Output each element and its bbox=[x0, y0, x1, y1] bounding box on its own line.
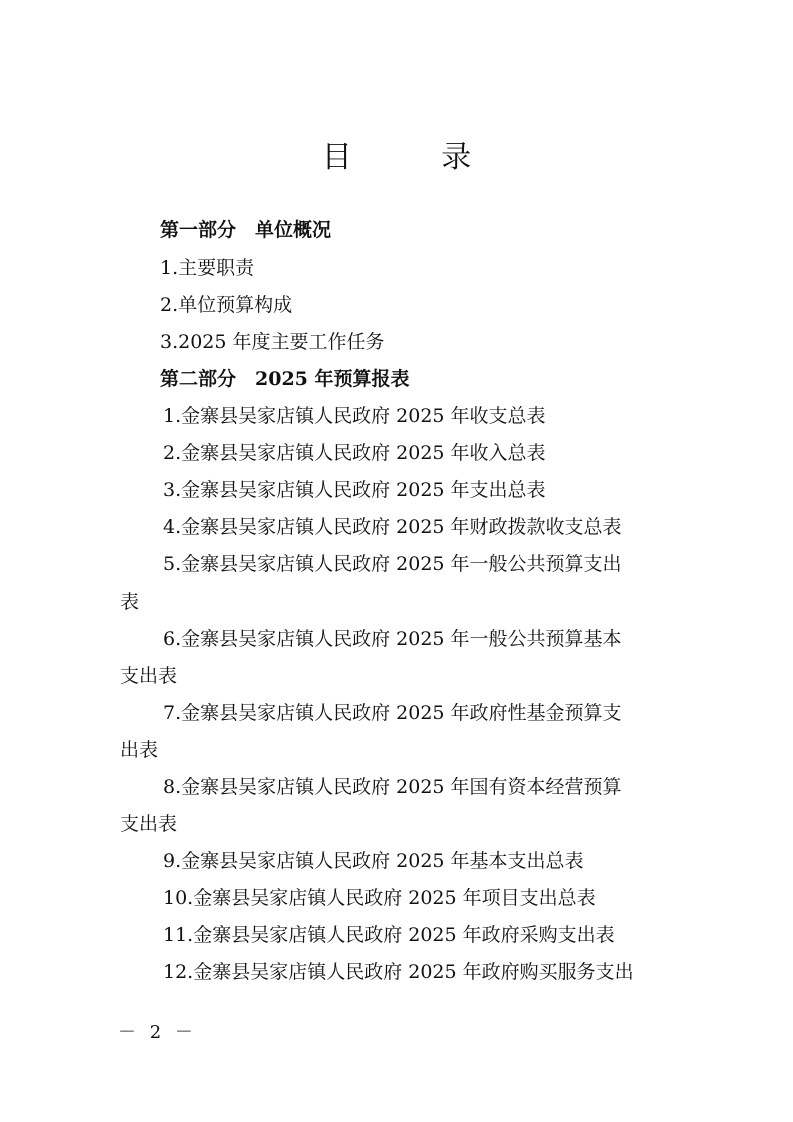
toc-item: 5.金寨县吴家店镇人民政府 2025 年一般公共预算支出 bbox=[163, 553, 622, 575]
toc-item: 3.金寨县吴家店镇人民政府 2025 年支出总表 bbox=[163, 479, 546, 501]
part2-heading: 第二部分 2025 年预算报表 bbox=[160, 368, 410, 390]
toc-item: 9.金寨县吴家店镇人民政府 2025 年基本支出总表 bbox=[163, 850, 584, 872]
toc-item: 2.金寨县吴家店镇人民政府 2025 年收入总表 bbox=[163, 442, 546, 464]
toc-item: 12.金寨县吴家店镇人民政府 2025 年政府购买服务支出 bbox=[163, 961, 634, 983]
toc-item: 7.金寨县吴家店镇人民政府 2025 年政府性基金预算支 bbox=[163, 702, 622, 724]
toc-item: 4.金寨县吴家店镇人民政府 2025 年财政拨款收支总表 bbox=[163, 516, 622, 538]
toc-item-continuation: 支出表 bbox=[120, 665, 178, 687]
page-number: － 2 － bbox=[118, 1022, 197, 1043]
toc-item: 1.主要职责 bbox=[160, 257, 255, 279]
toc-item: 2.单位预算构成 bbox=[160, 294, 293, 316]
page-title: 目 录 bbox=[321, 140, 512, 175]
toc-item-continuation: 出表 bbox=[120, 739, 159, 761]
toc-item: 6.金寨县吴家店镇人民政府 2025 年一般公共预算基本 bbox=[163, 628, 622, 650]
toc-item-continuation: 表 bbox=[120, 591, 140, 613]
toc-item: 3.2025 年度主要工作任务 bbox=[160, 331, 385, 353]
toc-item: 11.金寨县吴家店镇人民政府 2025 年政府采购支出表 bbox=[163, 924, 615, 946]
toc-item: 1.金寨县吴家店镇人民政府 2025 年收支总表 bbox=[163, 405, 546, 427]
part1-heading: 第一部分 单位概况 bbox=[160, 219, 332, 241]
toc-item: 10.金寨县吴家店镇人民政府 2025 年项目支出总表 bbox=[163, 887, 596, 909]
toc-item: 8.金寨县吴家店镇人民政府 2025 年国有资本经营预算 bbox=[163, 776, 622, 798]
toc-item-continuation: 支出表 bbox=[120, 813, 178, 835]
